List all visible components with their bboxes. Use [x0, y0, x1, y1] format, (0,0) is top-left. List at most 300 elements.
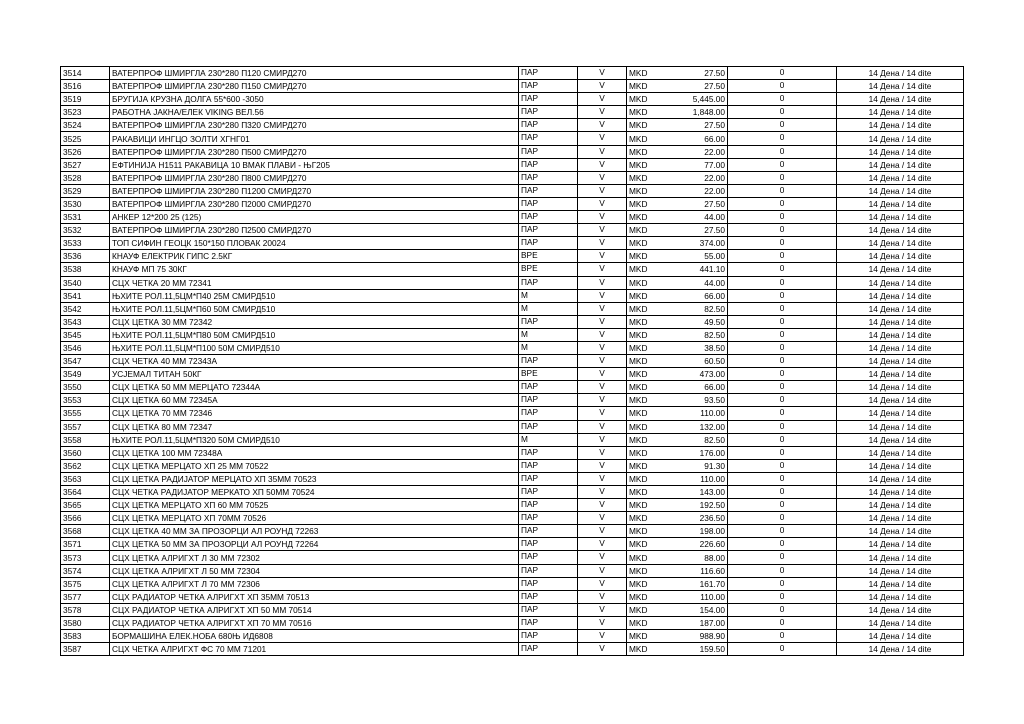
- table-row: [61, 237, 964, 250]
- item-code-cell: 3538: [61, 263, 110, 276]
- currency-cell: MKD: [627, 486, 654, 499]
- table-row: [61, 197, 964, 210]
- item-code-cell: 3558: [61, 433, 110, 446]
- item-code-cell: 3563: [61, 472, 110, 485]
- currency-cell: MKD: [627, 289, 654, 302]
- item-code-cell: 3525: [61, 132, 110, 145]
- vat-cell: V: [578, 446, 627, 459]
- price-cell: 66.00: [653, 381, 728, 394]
- unit-cell: ПАР: [519, 197, 578, 210]
- currency-cell: MKD: [627, 577, 654, 590]
- item-name-cell: ЊХИТЕ РОЛ.11,5ЦМ*П40 25М СМИРД510: [110, 289, 519, 302]
- table-row: [61, 616, 964, 629]
- delivery-term-cell: 14 Дена / 14 dite: [837, 472, 964, 485]
- unit-cell: ВРЕ: [519, 368, 578, 381]
- unit-cell: ПАР: [519, 407, 578, 420]
- item-name-cell: ЊХИТЕ РОЛ.11,5ЦМ*П320 50М СМИРД510: [110, 433, 519, 446]
- table-row: [61, 276, 964, 289]
- table-row: [61, 486, 964, 499]
- delivery-term-cell: 14 Дена / 14 dite: [837, 263, 964, 276]
- item-code-cell: 3587: [61, 643, 110, 656]
- table-row: [61, 224, 964, 237]
- vat-cell: V: [578, 486, 627, 499]
- table-row: [61, 93, 964, 106]
- table-row: [61, 119, 964, 132]
- price-cell: 27.50: [653, 119, 728, 132]
- price-cell: 22.00: [653, 184, 728, 197]
- vat-cell: V: [578, 472, 627, 485]
- quantity-cell: 0: [728, 93, 837, 106]
- vat-cell: V: [578, 577, 627, 590]
- table-row: [61, 603, 964, 616]
- item-name-cell: ЊХИТЕ РОЛ.11,5ЦМ*П60 50М СМИРД510: [110, 302, 519, 315]
- vat-cell: V: [578, 525, 627, 538]
- unit-cell: ПАР: [519, 237, 578, 250]
- unit-cell: ПАР: [519, 616, 578, 629]
- item-name-cell: ЊХИТЕ РОЛ.11,5ЦМ*П100 50М СМИРД510: [110, 341, 519, 354]
- item-name-cell: СЦХ ЦЕТКА АЛРИГХТ Л 70 ММ 72306: [110, 577, 519, 590]
- vat-cell: V: [578, 630, 627, 643]
- vat-cell: V: [578, 171, 627, 184]
- currency-cell: MKD: [627, 237, 654, 250]
- item-name-cell: КНАУФ ЕЛЕКТРИК ГИПС 2.5КГ: [110, 250, 519, 263]
- currency-cell: MKD: [627, 538, 654, 551]
- vat-cell: V: [578, 538, 627, 551]
- quantity-cell: 0: [728, 407, 837, 420]
- item-code-cell: 3541: [61, 289, 110, 302]
- quantity-cell: 0: [728, 446, 837, 459]
- price-cell: 38.50: [653, 341, 728, 354]
- vat-cell: V: [578, 263, 627, 276]
- delivery-term-cell: 14 Дена / 14 dite: [837, 224, 964, 237]
- item-code-cell: 3536: [61, 250, 110, 263]
- quantity-cell: 0: [728, 276, 837, 289]
- delivery-term-cell: 14 Дена / 14 dite: [837, 355, 964, 368]
- vat-cell: V: [578, 132, 627, 145]
- vat-cell: V: [578, 381, 627, 394]
- quantity-cell: 0: [728, 315, 837, 328]
- vat-cell: V: [578, 237, 627, 250]
- quantity-cell: 0: [728, 80, 837, 93]
- vat-cell: V: [578, 564, 627, 577]
- price-cell: 22.00: [653, 145, 728, 158]
- table-row: [61, 420, 964, 433]
- currency-cell: MKD: [627, 145, 654, 158]
- item-name-cell: СЦХ ЦЕТКА МЕРЦАТО ХП 25 ММ 70522: [110, 459, 519, 472]
- price-cell: 44.00: [653, 276, 728, 289]
- delivery-term-cell: 14 Дена / 14 dite: [837, 420, 964, 433]
- item-code-cell: 3550: [61, 381, 110, 394]
- delivery-term-cell: 14 Дена / 14 dite: [837, 276, 964, 289]
- price-cell: 176.00: [653, 446, 728, 459]
- item-name-cell: СЦХ РАДИАТОР ЧЕТКА АЛРИГХТ ХП 35ММ 70513: [110, 590, 519, 603]
- item-code-cell: 3575: [61, 577, 110, 590]
- table-row: [61, 499, 964, 512]
- vat-cell: V: [578, 643, 627, 656]
- price-cell: 5,445.00: [653, 93, 728, 106]
- quantity-cell: 0: [728, 197, 837, 210]
- item-code-cell: 3574: [61, 564, 110, 577]
- price-cell: 374.00: [653, 237, 728, 250]
- price-cell: 82.50: [653, 328, 728, 341]
- currency-cell: MKD: [627, 368, 654, 381]
- vat-cell: V: [578, 368, 627, 381]
- unit-cell: ПАР: [519, 145, 578, 158]
- item-code-cell: 3565: [61, 499, 110, 512]
- unit-cell: ПАР: [519, 564, 578, 577]
- item-code-cell: 3516: [61, 80, 110, 93]
- unit-cell: ПАР: [519, 171, 578, 184]
- currency-cell: MKD: [627, 184, 654, 197]
- quantity-cell: 0: [728, 158, 837, 171]
- delivery-term-cell: 14 Дена / 14 dite: [837, 394, 964, 407]
- price-cell: 66.00: [653, 132, 728, 145]
- quantity-cell: 0: [728, 603, 837, 616]
- item-code-cell: 3560: [61, 446, 110, 459]
- price-cell: 88.00: [653, 551, 728, 564]
- item-name-cell: СЦХ ЦЕТКА 30 ММ 72342: [110, 315, 519, 328]
- currency-cell: MKD: [627, 250, 654, 263]
- price-cell: 22.00: [653, 171, 728, 184]
- price-cell: 55.00: [653, 250, 728, 263]
- table-row: [61, 368, 964, 381]
- quantity-cell: 0: [728, 355, 837, 368]
- item-name-cell: РАБОТНА ЈАКНА/ЕЛЕК VIKING ВЕЛ.56: [110, 106, 519, 119]
- delivery-term-cell: 14 Дена / 14 dite: [837, 551, 964, 564]
- quantity-cell: 0: [728, 486, 837, 499]
- delivery-term-cell: 14 Дена / 14 dite: [837, 538, 964, 551]
- table-row: [61, 394, 964, 407]
- currency-cell: MKD: [627, 119, 654, 132]
- item-code-cell: 3578: [61, 603, 110, 616]
- item-code-cell: 3547: [61, 355, 110, 368]
- price-cell: 60.50: [653, 355, 728, 368]
- unit-cell: ПАР: [519, 630, 578, 643]
- quantity-cell: 0: [728, 381, 837, 394]
- item-name-cell: БРУГИЈА КРУЗНА ДОЛГА 55*600 -3050: [110, 93, 519, 106]
- quantity-cell: 0: [728, 302, 837, 315]
- currency-cell: MKD: [627, 158, 654, 171]
- unit-cell: ПАР: [519, 603, 578, 616]
- unit-cell: М: [519, 341, 578, 354]
- quantity-cell: 0: [728, 211, 837, 224]
- currency-cell: MKD: [627, 171, 654, 184]
- price-cell: 192.50: [653, 499, 728, 512]
- vat-cell: V: [578, 512, 627, 525]
- unit-cell: М: [519, 289, 578, 302]
- vat-cell: V: [578, 145, 627, 158]
- price-cell: 110.00: [653, 590, 728, 603]
- unit-cell: ПАР: [519, 355, 578, 368]
- currency-cell: MKD: [627, 302, 654, 315]
- delivery-term-cell: 14 Дена / 14 dite: [837, 171, 964, 184]
- unit-cell: ПАР: [519, 276, 578, 289]
- price-cell: 132.00: [653, 420, 728, 433]
- quantity-cell: 0: [728, 499, 837, 512]
- unit-cell: ПАР: [519, 551, 578, 564]
- delivery-term-cell: 14 Дена / 14 dite: [837, 158, 964, 171]
- currency-cell: MKD: [627, 132, 654, 145]
- vat-cell: V: [578, 590, 627, 603]
- currency-cell: MKD: [627, 106, 654, 119]
- vat-cell: V: [578, 197, 627, 210]
- table-row: [61, 302, 964, 315]
- table-row: [61, 446, 964, 459]
- quantity-cell: 0: [728, 263, 837, 276]
- unit-cell: ПАР: [519, 158, 578, 171]
- item-code-cell: 3545: [61, 328, 110, 341]
- quantity-cell: 0: [728, 224, 837, 237]
- quantity-cell: 0: [728, 237, 837, 250]
- vat-cell: V: [578, 119, 627, 132]
- item-name-cell: КНАУФ МП 75 30КГ: [110, 263, 519, 276]
- unit-cell: ПАР: [519, 315, 578, 328]
- item-code-cell: 3542: [61, 302, 110, 315]
- currency-cell: MKD: [627, 590, 654, 603]
- currency-cell: MKD: [627, 197, 654, 210]
- vat-cell: V: [578, 184, 627, 197]
- item-code-cell: 3564: [61, 486, 110, 499]
- quantity-cell: 0: [728, 289, 837, 302]
- price-cell: 110.00: [653, 407, 728, 420]
- currency-cell: MKD: [627, 643, 654, 656]
- unit-cell: ПАР: [519, 643, 578, 656]
- delivery-term-cell: 14 Дена / 14 dite: [837, 433, 964, 446]
- item-code-cell: 3523: [61, 106, 110, 119]
- quantity-cell: 0: [728, 341, 837, 354]
- item-name-cell: ВАТЕРПРОФ ШМИРГЛА 230*280 П320 СМИРД270: [110, 119, 519, 132]
- delivery-term-cell: 14 Дена / 14 dite: [837, 328, 964, 341]
- quantity-cell: 0: [728, 512, 837, 525]
- delivery-term-cell: 14 Дена / 14 dite: [837, 459, 964, 472]
- item-code-cell: 3543: [61, 315, 110, 328]
- quantity-cell: 0: [728, 459, 837, 472]
- unit-cell: ПАР: [519, 512, 578, 525]
- currency-cell: MKD: [627, 472, 654, 485]
- table-row: [61, 158, 964, 171]
- price-cell: 1,848.00: [653, 106, 728, 119]
- delivery-term-cell: 14 Дена / 14 dite: [837, 211, 964, 224]
- vat-cell: V: [578, 420, 627, 433]
- price-list-table: [60, 66, 964, 656]
- quantity-cell: 0: [728, 394, 837, 407]
- table-row: [61, 341, 964, 354]
- price-cell: 27.50: [653, 224, 728, 237]
- price-cell: 154.00: [653, 603, 728, 616]
- table-row: [61, 328, 964, 341]
- currency-cell: MKD: [627, 499, 654, 512]
- price-cell: 77.00: [653, 158, 728, 171]
- delivery-term-cell: 14 Дена / 14 dite: [837, 407, 964, 420]
- vat-cell: V: [578, 106, 627, 119]
- unit-cell: ПАР: [519, 577, 578, 590]
- item-code-cell: 3580: [61, 616, 110, 629]
- unit-cell: ПАР: [519, 590, 578, 603]
- item-code-cell: 3577: [61, 590, 110, 603]
- item-name-cell: БОРМАШИНА ЕЛЕК.НОБА 680Њ ИД6808: [110, 630, 519, 643]
- price-cell: 441.10: [653, 263, 728, 276]
- unit-cell: М: [519, 433, 578, 446]
- table-row: [61, 512, 964, 525]
- delivery-term-cell: 14 Дена / 14 dite: [837, 525, 964, 538]
- table-row: [61, 289, 964, 302]
- currency-cell: MKD: [627, 446, 654, 459]
- vat-cell: V: [578, 499, 627, 512]
- item-code-cell: 3566: [61, 512, 110, 525]
- item-name-cell: СЦХ ЦЕТКА 50 ММ МЕРЦАТО 72344А: [110, 381, 519, 394]
- item-code-cell: 3529: [61, 184, 110, 197]
- vat-cell: V: [578, 616, 627, 629]
- item-code-cell: 3549: [61, 368, 110, 381]
- delivery-term-cell: 14 Дена / 14 dite: [837, 341, 964, 354]
- price-list-body: [61, 67, 964, 656]
- currency-cell: MKD: [627, 420, 654, 433]
- item-code-cell: 3531: [61, 211, 110, 224]
- unit-cell: ПАР: [519, 525, 578, 538]
- delivery-term-cell: 14 Дена / 14 dite: [837, 67, 964, 80]
- delivery-term-cell: 14 Дена / 14 dite: [837, 564, 964, 577]
- item-name-cell: СЦХ ЦЕТКА 70 ММ 72346: [110, 407, 519, 420]
- item-name-cell: СЦХ ЦЕТКА МЕРЦАТО ХП 70ММ 70526: [110, 512, 519, 525]
- price-cell: 116.60: [653, 564, 728, 577]
- unit-cell: ПАР: [519, 394, 578, 407]
- quantity-cell: 0: [728, 525, 837, 538]
- price-cell: 27.50: [653, 67, 728, 80]
- price-cell: 187.00: [653, 616, 728, 629]
- price-cell: 27.50: [653, 197, 728, 210]
- item-code-cell: 3533: [61, 237, 110, 250]
- currency-cell: MKD: [627, 328, 654, 341]
- delivery-term-cell: 14 Дена / 14 dite: [837, 250, 964, 263]
- item-name-cell: ВАТЕРПРОФ ШМИРГЛА 230*280 П1200 СМИРД270: [110, 184, 519, 197]
- item-name-cell: РАКАВИЦИ ИНГЦО ЗОЛТИ ХГНГ01: [110, 132, 519, 145]
- item-name-cell: СЦХ ЦЕТКА АЛРИГХТ Л 30 ММ 72302: [110, 551, 519, 564]
- unit-cell: ПАР: [519, 381, 578, 394]
- currency-cell: MKD: [627, 433, 654, 446]
- delivery-term-cell: 14 Дена / 14 dite: [837, 603, 964, 616]
- quantity-cell: 0: [728, 564, 837, 577]
- unit-cell: ПАР: [519, 93, 578, 106]
- table-row: [61, 132, 964, 145]
- quantity-cell: 0: [728, 106, 837, 119]
- vat-cell: V: [578, 93, 627, 106]
- delivery-term-cell: 14 Дена / 14 dite: [837, 643, 964, 656]
- item-name-cell: ВАТЕРПРОФ ШМИРГЛА 230*280 П120 СМИРД270: [110, 67, 519, 80]
- price-cell: 988.90: [653, 630, 728, 643]
- price-cell: 27.50: [653, 80, 728, 93]
- delivery-term-cell: 14 Дена / 14 dite: [837, 302, 964, 315]
- vat-cell: V: [578, 289, 627, 302]
- table-row: [61, 355, 964, 368]
- table-row: [61, 459, 964, 472]
- table-row: [61, 381, 964, 394]
- unit-cell: ПАР: [519, 106, 578, 119]
- item-name-cell: СЦХ РАДИАТОР ЧЕТКА АЛРИГХТ ХП 50 ММ 70514: [110, 603, 519, 616]
- vat-cell: V: [578, 341, 627, 354]
- delivery-term-cell: 14 Дена / 14 dite: [837, 119, 964, 132]
- item-name-cell: СЦХ ЦЕТКА 80 ММ 72347: [110, 420, 519, 433]
- item-code-cell: 3514: [61, 67, 110, 80]
- currency-cell: MKD: [627, 564, 654, 577]
- delivery-term-cell: 14 Дена / 14 dite: [837, 512, 964, 525]
- quantity-cell: 0: [728, 616, 837, 629]
- price-cell: 236.50: [653, 512, 728, 525]
- delivery-term-cell: 14 Дена / 14 dite: [837, 368, 964, 381]
- currency-cell: MKD: [627, 394, 654, 407]
- table-row: [61, 643, 964, 656]
- vat-cell: V: [578, 80, 627, 93]
- item-code-cell: 3571: [61, 538, 110, 551]
- unit-cell: ПАР: [519, 446, 578, 459]
- unit-cell: ПАР: [519, 472, 578, 485]
- vat-cell: V: [578, 315, 627, 328]
- vat-cell: V: [578, 355, 627, 368]
- vat-cell: V: [578, 158, 627, 171]
- delivery-term-cell: 14 Дена / 14 dite: [837, 486, 964, 499]
- currency-cell: MKD: [627, 407, 654, 420]
- unit-cell: М: [519, 328, 578, 341]
- delivery-term-cell: 14 Дена / 14 dite: [837, 499, 964, 512]
- item-name-cell: ВАТЕРПРОФ ШМИРГЛА 230*280 П150 СМИРД270: [110, 80, 519, 93]
- delivery-term-cell: 14 Дена / 14 dite: [837, 289, 964, 302]
- vat-cell: V: [578, 302, 627, 315]
- currency-cell: MKD: [627, 616, 654, 629]
- currency-cell: MKD: [627, 263, 654, 276]
- unit-cell: ПАР: [519, 459, 578, 472]
- unit-cell: ПАР: [519, 80, 578, 93]
- price-cell: 110.00: [653, 472, 728, 485]
- item-code-cell: 3530: [61, 197, 110, 210]
- unit-cell: ПАР: [519, 119, 578, 132]
- table-row: [61, 564, 964, 577]
- item-name-cell: СЦХ ЦЕТКА 100 ММ 72348А: [110, 446, 519, 459]
- table-row: [61, 433, 964, 446]
- table-row: [61, 67, 964, 80]
- quantity-cell: 0: [728, 250, 837, 263]
- quantity-cell: 0: [728, 590, 837, 603]
- table-row: [61, 145, 964, 158]
- item-name-cell: ТОП СИФИН ГЕОЦК 150*150 ПЛОВАК 20024: [110, 237, 519, 250]
- table-row: [61, 315, 964, 328]
- vat-cell: V: [578, 67, 627, 80]
- quantity-cell: 0: [728, 67, 837, 80]
- price-cell: 198.00: [653, 525, 728, 538]
- vat-cell: V: [578, 250, 627, 263]
- item-code-cell: 3528: [61, 171, 110, 184]
- quantity-cell: 0: [728, 577, 837, 590]
- table-row: [61, 211, 964, 224]
- table-row: [61, 525, 964, 538]
- item-name-cell: ВАТЕРПРОФ ШМИРГЛА 230*280 П2500 СМИРД270: [110, 224, 519, 237]
- quantity-cell: 0: [728, 472, 837, 485]
- item-code-cell: 3527: [61, 158, 110, 171]
- currency-cell: MKD: [627, 276, 654, 289]
- unit-cell: ПАР: [519, 211, 578, 224]
- item-code-cell: 3555: [61, 407, 110, 420]
- item-name-cell: СЦХ ЧЕТКА АЛРИГХТ ФС 70 ММ 71201: [110, 643, 519, 656]
- delivery-term-cell: 14 Дена / 14 dite: [837, 106, 964, 119]
- price-cell: 66.00: [653, 289, 728, 302]
- vat-cell: V: [578, 224, 627, 237]
- unit-cell: ВРЕ: [519, 250, 578, 263]
- quantity-cell: 0: [728, 171, 837, 184]
- table-row: [61, 551, 964, 564]
- quantity-cell: 0: [728, 551, 837, 564]
- table-row: [61, 538, 964, 551]
- price-cell: 226.60: [653, 538, 728, 551]
- price-cell: 473.00: [653, 368, 728, 381]
- delivery-term-cell: 14 Дена / 14 dite: [837, 237, 964, 250]
